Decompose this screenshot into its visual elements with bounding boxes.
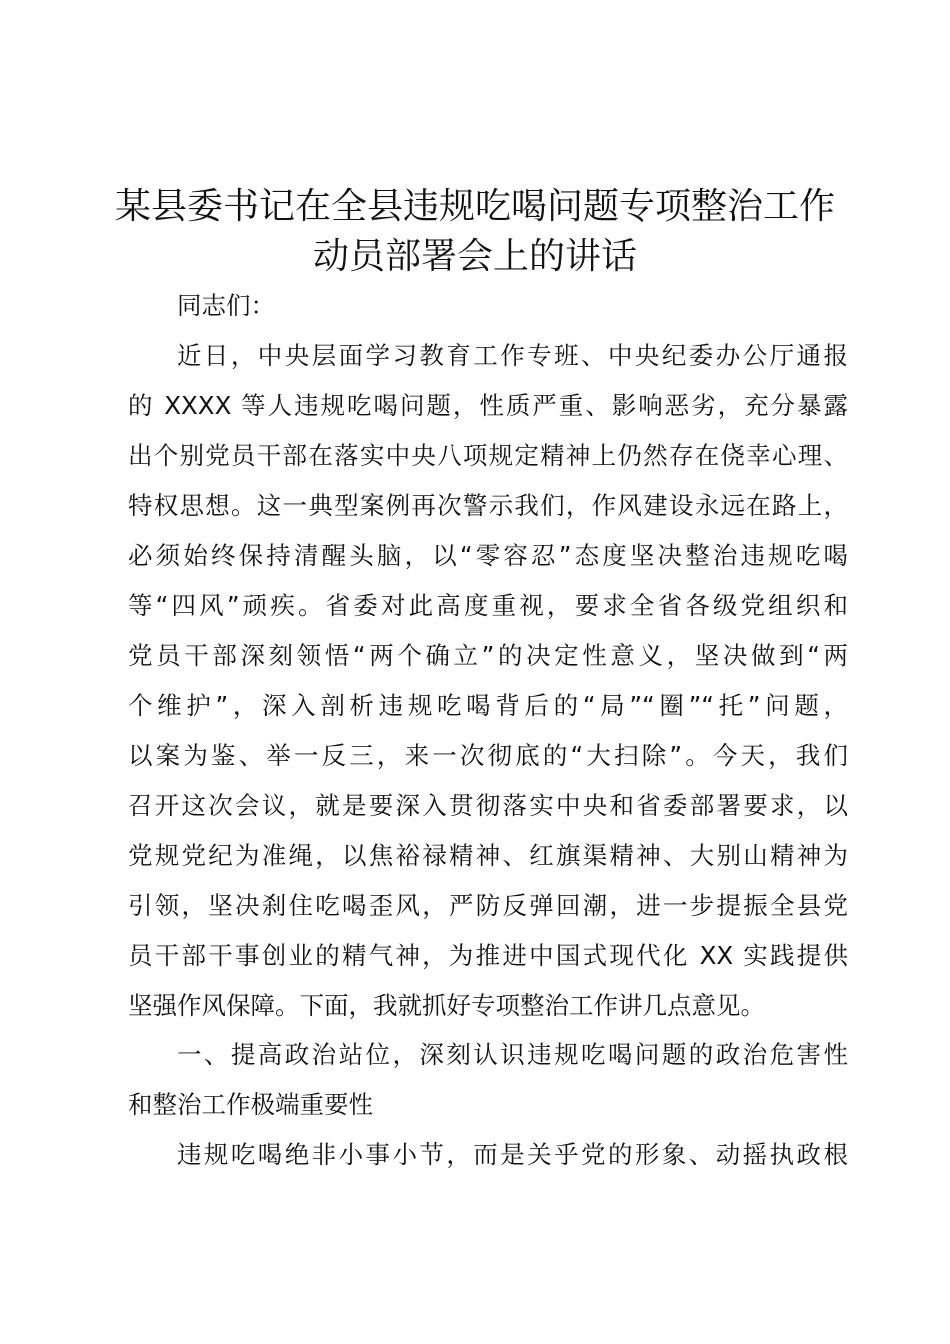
paragraph-line: 的 XXXX 等人违规吃喝问题，性质严重、影响恶劣，充分暴露 [128, 391, 848, 420]
paragraph-line: 个维护”，深入剖析违规吃喝背后的“局”“圈”“托”问题， [128, 691, 848, 720]
paragraph-line: 出个别党员干部在落实中央八项规定精神上仍然存在侥幸心理、 [128, 441, 848, 470]
paragraph-line: 近日，中央层面学习教育工作专班、中央纪委办公厅通报 [177, 341, 848, 370]
salutation [128, 281, 848, 331]
paragraph-line: 必须始终保持清醒头脑，以“零容忍”态度坚决整治违规吃喝 [128, 541, 848, 570]
paragraph-line: 党员干部深刻领悟“两个确立”的决定性意义，坚决做到“两 [128, 641, 848, 670]
paragraph-line: 员干部干事创业的精气神，为推进中国式现代化 XX 实践提供 [128, 941, 848, 970]
paragraph-line: 特权思想。这一典型案例再次警示我们，作风建设永远在路上， [128, 491, 848, 520]
salutation-text: 同志们： [177, 291, 275, 320]
paragraph-line: 等“四风”顽疾。省委对此高度重视，要求全省各级党组织和 [128, 591, 848, 620]
paragraph-2 [128, 1130, 848, 1180]
paragraph-line: 引领，坚决刹住吃喝歪风，严防反弹回潮，进一步提振全县党 [128, 891, 848, 920]
paragraph-line: 召开这次会议，就是要深入贯彻落实中央和省委部署要求，以 [128, 791, 848, 820]
heading-line: 和整治工作极端重要性 [128, 1090, 373, 1119]
section-heading-1 [128, 1030, 848, 1130]
paragraph-line: 坚强作风保障。下面，我就抓好专项整治工作讲几点意见。 [128, 991, 765, 1020]
paragraph-1 [128, 331, 848, 1031]
document-title-line-1: 某县委书记在全县违规吃喝问题专项整治工作 [114, 186, 835, 227]
heading-line: 一、提高政治站位，深刻认识违规吃喝问题的政治危害性 [177, 1040, 848, 1069]
paragraph-line: 以案为鉴、举一反三，来一次彻底的“大扫除”。今天，我们 [128, 741, 848, 770]
paragraph-line: 违规吃喝绝非小事小节，而是关乎党的形象、动摇执政根 [177, 1140, 848, 1169]
paragraph-line: 党规党纪为准绳，以焦裕禄精神、红旗渠精神、大别山精神为 [128, 841, 848, 870]
document-title-line-2: 动员部署会上的讲话 [312, 236, 637, 277]
